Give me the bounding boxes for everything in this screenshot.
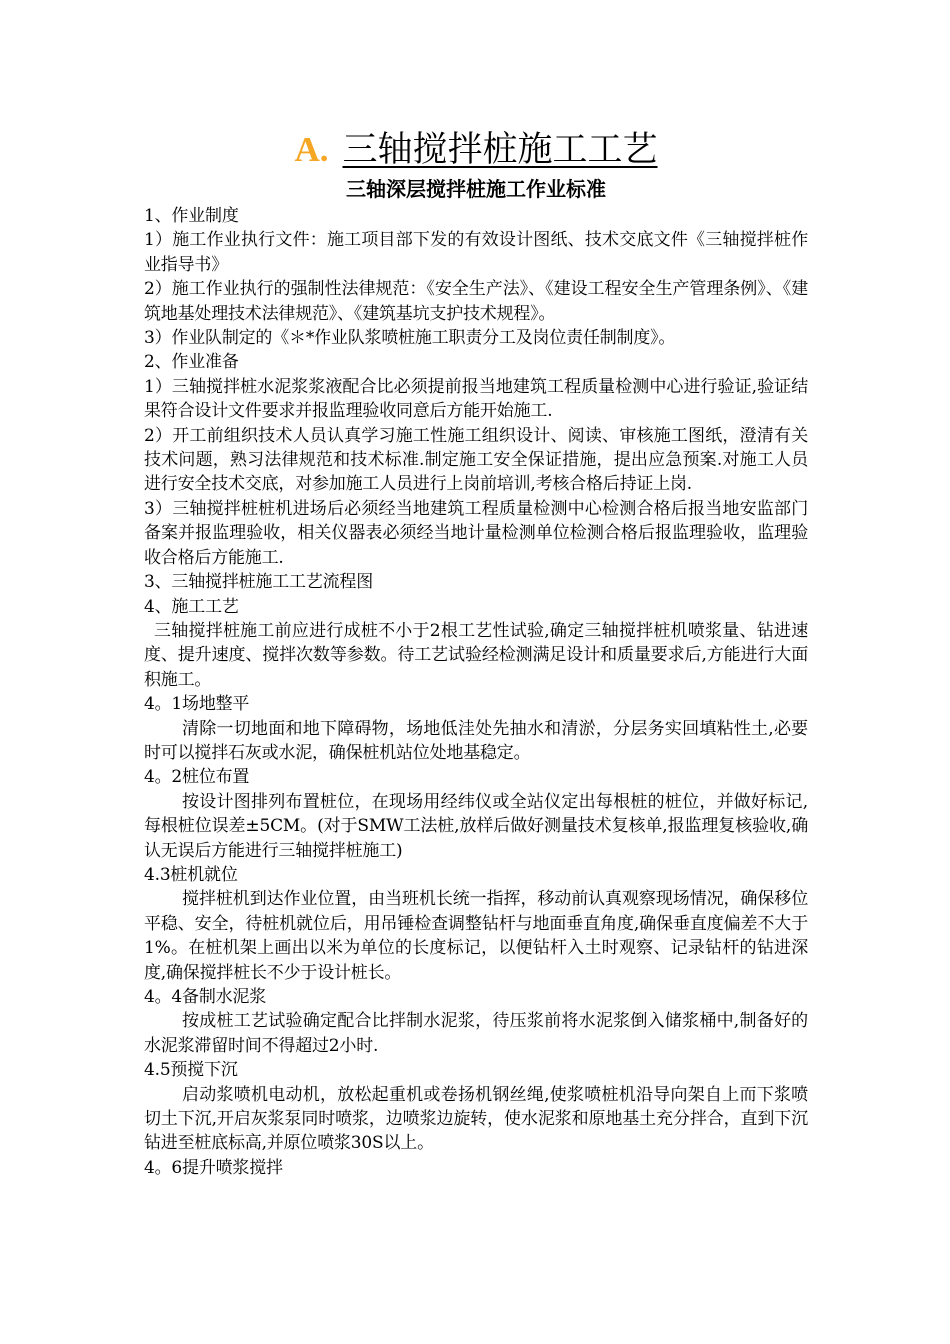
paragraph: 4。2桩位布置 (144, 767, 250, 788)
paragraph: 2、作业准备 (144, 352, 239, 373)
paragraph: 3）三轴搅拌桩桩机进场后必须经当地建筑工程质量检测中心检测合格后报当地安监部门备案并报监理验收，相关仪器表必须经当地计量检测单位检测合格后报监理验收，监理验收合格后方能施工. (144, 498, 808, 568)
document-page (144, 124, 808, 1180)
paragraph: 4。1场地整平 (144, 694, 250, 715)
title-prefix: A. (294, 130, 329, 169)
document-subtitle: 三轴深层搅拌桩施工作业标准 (346, 177, 606, 201)
paragraph: 1）施工作业执行文件：施工项目部下发的有效设计图纸、技术交底文件《三轴搅拌桩作业指导书》 (144, 230, 808, 275)
paragraph: 搅拌桩机到达作业位置，由当班机长统一指挥，移动前认真观察现场情况，确保移位平稳、安全，待桩机就位后，用吊锤检查调整钻杆与地面垂直角度,确保垂直度偏差不大于1%。在桩机架上画出以米为单位的长度标记，以便钻杆入土时观察、记录钻杆的钻进深度,确保搅拌桩长不少于设计桩长。 (144, 889, 808, 983)
paragraph: 4.3桩机就位 (144, 864, 238, 885)
paragraph: 4。4备制水泥浆 (144, 987, 267, 1007)
paragraph: 2）开工前组织技术人员认真学习施工性施工组织设计、阅读、审核施工图纸，澄清有关技术问题，熟习法律规范和技术标准.制定施工安全保证措施，提出应急预案.对施工人员进行安全技术交底，对参加施工人员进行上岗前培训,考核合格后持证上岗. (144, 425, 808, 495)
paragraph: 3、三轴搅拌桩施工工艺流程图 (144, 572, 374, 593)
document-body (144, 204, 808, 1180)
paragraph: 4、施工工艺 (144, 596, 239, 617)
paragraph: 4。6提升喷浆搅拌 (144, 1157, 283, 1178)
paragraph: 2）施工作业执行的强制性法律规范：《安全生产法》、《建设工程安全生产管理条例》、《建筑地基处理技术法律规范》、《建筑基坑支护技术规程》。 (144, 279, 808, 324)
paragraph: 按设计图排列布置桩位，在现场用经纬仪或全站仪定出每根桩的桩位，并做好标记,每根桩位误差±5CM。(对于SMW工法桩,放样后做好测量技术复核单,报监理复核验收,确认无误后方能进行三轴搅拌桩施工) (144, 791, 808, 861)
paragraph: 启动浆喷机电动机，放松起重机或卷扬机钢丝绳,使浆喷桩机沿导向架自上而下浆喷切土下沉,开启灰浆泵同时喷浆，边喷浆边旋转，使水泥浆和原地基土充分拌合，直到下沉钻进至桩底标高,并原位喷浆30S以上。 (144, 1084, 808, 1154)
paragraph: 按成桩工艺试验确定配合比拌制水泥浆，待压浆前将水泥浆倒入储浆桶中,制备好的水泥浆滞留时间不得超过2小时. (144, 1011, 808, 1056)
paragraph: 清除一切地面和地下障碍物，场地低洼处先抽水和清淤，分层务实回填粘性土,必要时可以搅拌石灰或水泥，确保桩机站位处地基稳定。 (144, 718, 808, 763)
paragraph: 三轴搅拌桩施工前应进行成桩不小于2根工艺性试验,确定三轴搅拌桩机喷浆量、钻进速度、提升速度、搅拌次数等参数。待工艺试验经检测满足设计和质量要求后,方能进行大面积施工。 (144, 620, 808, 690)
paragraph: 3）作业队制定的《＊*作业队浆喷桩施工职责分工及岗位责任制制度》。 (144, 328, 676, 349)
document-title (144, 124, 808, 176)
paragraph: 4.5预搅下沉 (144, 1060, 238, 1081)
title-main: 三轴搅拌桩施工工艺 (342, 130, 658, 170)
paragraph: 1、作业制度 (144, 206, 239, 226)
paragraph: 1）三轴搅拌桩水泥浆浆液配合比必须提前报当地建筑工程质量检测中心进行验证,验证结果符合设计文件要求并报监理验收同意后方能开始施工. (144, 376, 808, 422)
